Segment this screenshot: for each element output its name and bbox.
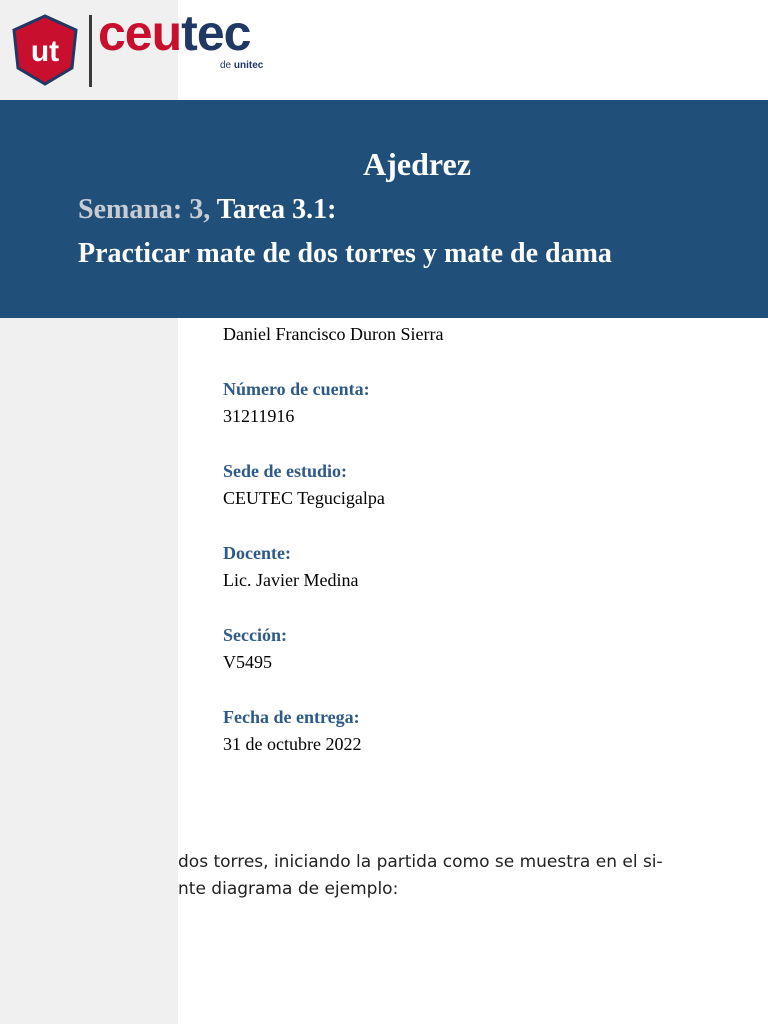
- ut-badge-icon: [10, 14, 80, 86]
- section-label: Sección:: [223, 625, 287, 645]
- campus-value: CEUTEC Tegucigalpa: [223, 488, 385, 508]
- task-label: Tarea 3.1:: [210, 194, 337, 225]
- badge-text: ut: [30, 35, 60, 68]
- teacher-label: Docente:: [223, 543, 291, 563]
- week-label: Semana: 3,: [78, 194, 211, 225]
- logo-word-part2: tec: [181, 5, 251, 61]
- logo-wordmark: [98, 5, 251, 61]
- teacher-value: Lic. Javier Medina: [223, 570, 359, 590]
- body-text-line-1: dos torres, iniciando la partida como se muestra en el si-: [178, 852, 663, 872]
- account-number-value: 31211916: [223, 406, 295, 426]
- logo-divider: [89, 15, 92, 87]
- body-text-line-2: nte diagrama de ejemplo:: [178, 879, 399, 899]
- ceutec-logo: [0, 0, 300, 100]
- due-date-value: 31 de octubre 2022: [223, 734, 362, 754]
- week-task-line: [78, 194, 337, 226]
- student-name: Daniel Francisco Duron Sierra: [223, 324, 444, 344]
- logo-subtitle: [220, 60, 263, 71]
- document-title: Ajedrez: [363, 146, 471, 182]
- document-subtitle: Practicar mate de dos torres y mate de dama: [78, 238, 612, 269]
- logo-sub-prefix: de: [220, 60, 234, 71]
- logo-word-part1: ceu: [98, 5, 182, 61]
- campus-label: Sede de estudio:: [223, 461, 348, 481]
- section-value: V5495: [223, 652, 272, 672]
- logo-sub-brand: unitec: [233, 60, 264, 71]
- due-date-label: Fecha de entrega:: [223, 707, 360, 727]
- account-number-label: Número de cuenta:: [223, 379, 370, 399]
